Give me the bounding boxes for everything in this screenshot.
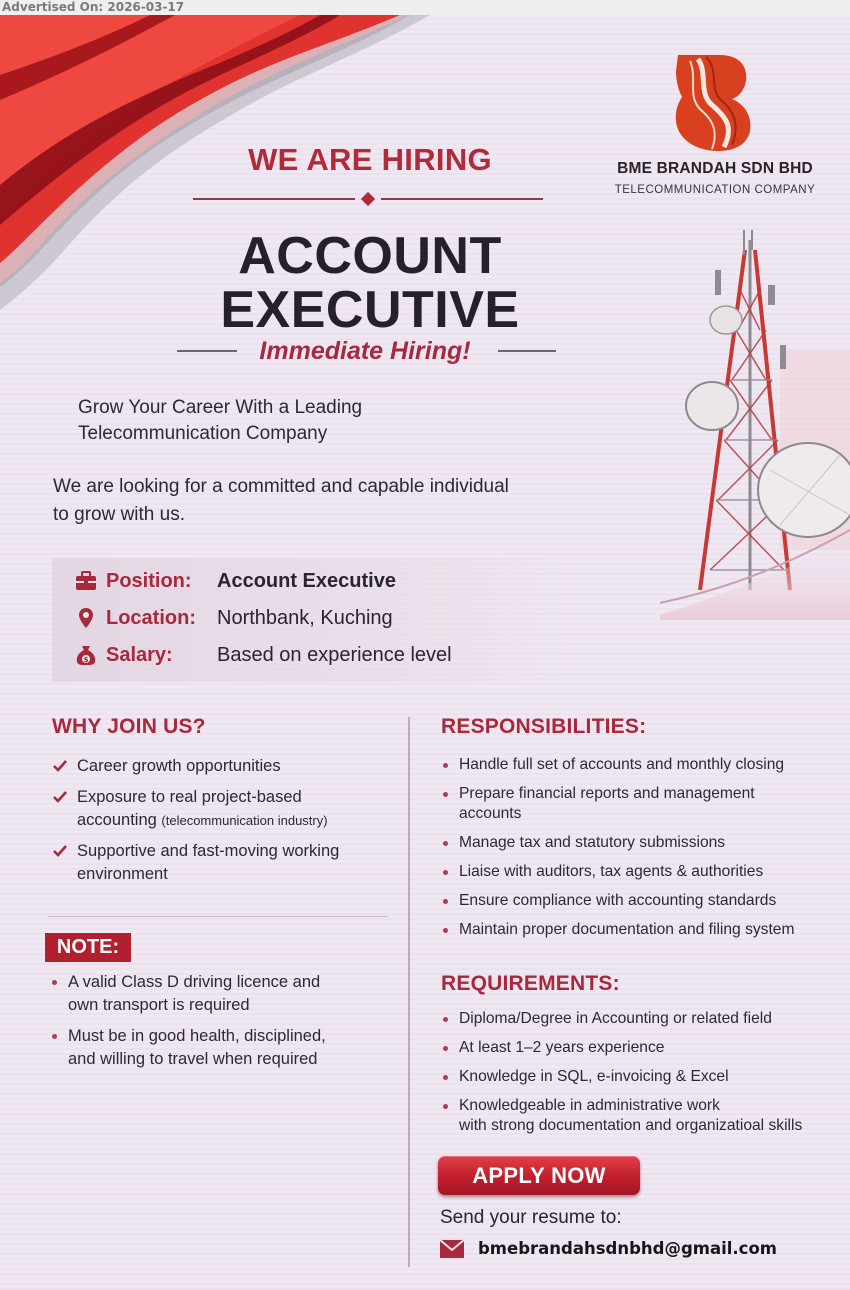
- job-title: [160, 229, 580, 337]
- why-join-list: [50, 755, 390, 894]
- intro-description: [53, 473, 509, 529]
- job-details-box: [52, 558, 572, 682]
- we-are-hiring-heading: WE ARE HIRING: [248, 142, 492, 177]
- send-resume-text: Send your resume to:: [440, 1207, 622, 1228]
- note-badge: NOTE:: [45, 933, 131, 962]
- detail-label: Salary:: [106, 643, 173, 666]
- requirements-list: [441, 1009, 841, 1145]
- checkmark-icon: [52, 843, 68, 859]
- company-block: [590, 160, 840, 196]
- money-bag-icon: [74, 643, 98, 667]
- advertised-date-bar: Advertised On: 2026-03-17: [0, 0, 850, 15]
- note-list: [50, 971, 390, 1079]
- detail-value: Based on experience level: [217, 643, 452, 666]
- list-item: [441, 862, 841, 882]
- list-item: [441, 1038, 841, 1058]
- detail-salary: [74, 640, 452, 670]
- list-item-text: Career growth opportunities: [77, 757, 281, 775]
- list-item-text: Handle full set of accounts and monthly closing: [459, 756, 785, 773]
- detail-location: [74, 603, 393, 633]
- map-pin-icon: [74, 606, 98, 630]
- briefcase-icon: [74, 569, 98, 593]
- envelope-icon: [440, 1240, 464, 1258]
- svg-text:$: $: [83, 656, 89, 664]
- list-item: [50, 1025, 390, 1071]
- list-item-text: accounting: [77, 811, 157, 829]
- list-item-text: Ensure compliance with accounting standards: [459, 892, 777, 909]
- diamond-icon: [361, 192, 375, 206]
- list-item: [50, 755, 390, 778]
- bullet-icon: [443, 928, 448, 933]
- list-item-text: A valid Class D driving licence and: [68, 973, 321, 991]
- list-item-text: Supportive and fast-moving working: [77, 842, 340, 860]
- bullet-icon: [443, 870, 448, 875]
- list-item: [50, 786, 390, 832]
- bullet-icon: [443, 1104, 448, 1109]
- list-item: [441, 1067, 841, 1087]
- list-item-note: (telecommunication industry): [161, 813, 328, 828]
- bullet-icon: [52, 980, 57, 985]
- description-line2: to grow with us.: [53, 504, 185, 525]
- email-link[interactable]: bmebrandahsdnbhd@gmail.com: [478, 1239, 777, 1258]
- job-poster: [0, 15, 850, 1290]
- list-item: [50, 971, 390, 1017]
- bullet-icon: [443, 1046, 448, 1051]
- list-item-text: with strong documentation and organizatioal skills: [459, 1117, 803, 1134]
- list-item: [441, 1096, 841, 1136]
- section-divider: [48, 916, 388, 917]
- why-join-heading: WHY JOIN US?: [52, 715, 206, 738]
- description-line1: We are looking for a committed and capable individual: [53, 476, 509, 497]
- list-item: [50, 840, 390, 886]
- immediate-hiring-text: Immediate Hiring!: [259, 337, 471, 365]
- list-item-text: Knowledge in SQL, e-invoicing & Excel: [459, 1068, 729, 1085]
- list-item-text: Knowledgeable in administrative work: [459, 1097, 720, 1114]
- list-item: [441, 784, 841, 824]
- list-item: [441, 920, 841, 940]
- bullet-icon: [443, 899, 448, 904]
- list-item: [441, 1009, 841, 1029]
- list-item: [441, 891, 841, 911]
- company-subtitle: TELECOMMUNICATION COMPANY: [614, 184, 816, 196]
- tagline-line1: Grow Your Career With a Leading: [78, 397, 363, 418]
- detail-label: Position:: [106, 569, 192, 592]
- list-item: [441, 755, 841, 775]
- career-tagline: [78, 395, 362, 447]
- apply-now-button[interactable]: APPLY NOW: [438, 1156, 640, 1195]
- detail-label: Location:: [106, 606, 196, 629]
- list-item-text: Must be in good health, disciplined,: [68, 1027, 326, 1045]
- responsibilities-list: [441, 755, 841, 949]
- list-item-text: accounts: [459, 805, 522, 822]
- checkmark-icon: [52, 758, 68, 774]
- job-title-line2: EXECUTIVE: [220, 281, 520, 339]
- list-item: [441, 833, 841, 853]
- immediate-hiring-banner: [170, 335, 560, 367]
- list-item-text: Maintain proper documentation and filing system: [459, 921, 795, 938]
- list-item-text: Prepare financial reports and management: [459, 785, 755, 802]
- bullet-icon: [443, 1017, 448, 1022]
- list-item-text: Exposure to real project-based: [77, 788, 302, 806]
- list-item-text: environment: [77, 865, 168, 883]
- list-item-text: and willing to travel when required: [68, 1050, 318, 1068]
- checkmark-icon: [52, 789, 68, 805]
- bullet-icon: [443, 763, 448, 768]
- bullet-icon: [443, 792, 448, 797]
- list-item-text: Manage tax and statutory submissions: [459, 834, 726, 851]
- heading-divider: [193, 192, 543, 206]
- detail-value: Account Executive: [217, 569, 396, 592]
- bullet-icon: [52, 1034, 57, 1039]
- telecom-tower-image: [660, 230, 850, 620]
- responsibilities-heading: RESPONSIBILITIES:: [441, 715, 647, 738]
- email-contact[interactable]: [440, 1239, 777, 1258]
- list-item-text: At least 1–2 years experience: [459, 1039, 665, 1056]
- bullet-icon: [443, 841, 448, 846]
- detail-value: Northbank, Kuching: [217, 606, 393, 629]
- list-item-text: Diploma/Degree in Accounting or related field: [459, 1010, 772, 1027]
- tagline-line2: Telecommunication Company: [78, 423, 328, 444]
- detail-position: [74, 566, 396, 596]
- list-item-text: own transport is required: [68, 996, 250, 1014]
- bullet-icon: [443, 1075, 448, 1080]
- list-item-text: Liaise with auditors, tax agents & authorities: [459, 863, 764, 880]
- requirements-heading: REQUIREMENTS:: [441, 972, 620, 995]
- column-divider: [408, 717, 410, 1267]
- job-title-line1: ACCOUNT: [238, 227, 502, 285]
- company-logo-icon: [668, 53, 758, 153]
- company-name: BME BRANDAH SDN BHD: [617, 160, 813, 177]
